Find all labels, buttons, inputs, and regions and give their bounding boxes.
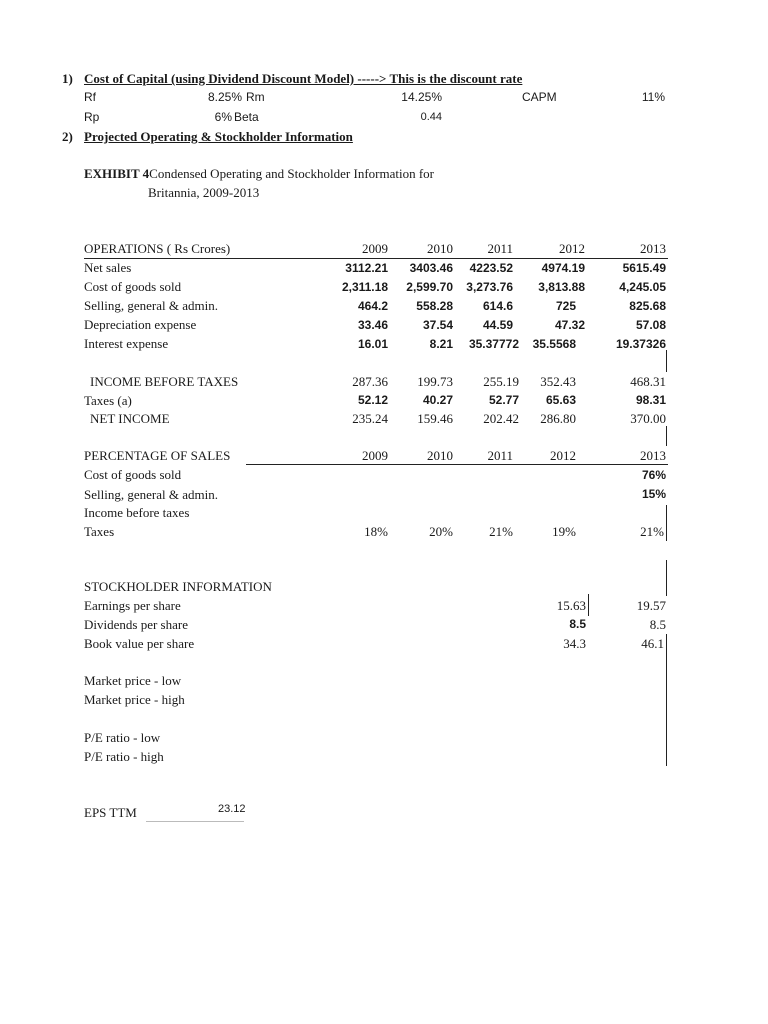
pct-taxes-2009: 18% <box>364 524 388 539</box>
row-label-pct-ibt: Income before taxes <box>84 505 190 520</box>
pct-cogs-2013: 76% <box>641 468 666 482</box>
cell-border <box>666 634 667 766</box>
operations-header-rule <box>84 258 668 259</box>
book-value-2012: 34.3 <box>563 636 586 651</box>
cogs-2010: 2,599.70 <box>406 280 453 294</box>
pct-taxes-2012: 19% <box>552 524 576 539</box>
percentage-header: PERCENTAGE OF SALES <box>84 448 231 463</box>
row-label-market-price-high: Market price - high <box>84 692 185 707</box>
interest-2009: 16.01 <box>357 337 388 351</box>
depreciation-2010: 37.54 <box>422 318 453 332</box>
beta-value: 0.44 <box>420 111 442 123</box>
ibt-2013: 468.31 <box>630 374 666 389</box>
exhibit-heading <box>84 166 434 182</box>
operations-header: OPERATIONS ( Rs Crores) <box>84 241 231 256</box>
cell-border <box>666 350 667 372</box>
eps-ttm-label: EPS TTM <box>84 805 137 820</box>
cogs-2011: 3,273.76 <box>466 280 513 294</box>
eps-ttm-value: 23.12 <box>218 803 246 815</box>
percentage-header-rule <box>246 464 668 465</box>
capm-label: CAPM <box>522 90 557 104</box>
row-label-pct-taxes: Taxes <box>84 524 115 539</box>
net-income-2013: 370.00 <box>630 411 666 426</box>
rp-label: Rp <box>84 110 100 124</box>
ibt-2010: 199.73 <box>417 374 453 389</box>
pct-taxes-2013: 21% <box>640 524 664 539</box>
rp-value: 6% <box>214 110 232 124</box>
row-label-pe-low: P/E ratio - low <box>84 730 161 745</box>
rf-value: 8.25% <box>207 90 242 104</box>
net-sales-2011: 4223.52 <box>469 261 513 275</box>
net-sales-2010: 3403.46 <box>409 261 453 275</box>
taxes-2012: 65.63 <box>545 393 576 407</box>
net-income-2012: 286.80 <box>540 411 576 426</box>
exhibit-subtitle: Britannia, 2009-2013 <box>148 185 260 200</box>
pct-year-2012: 2012 <box>550 448 576 463</box>
sga-2011: 614.6 <box>482 299 513 313</box>
rf-label: Rf <box>84 90 96 104</box>
depreciation-2012: 47.32 <box>554 318 585 332</box>
sga-2012: 725 <box>555 299 576 313</box>
exhibit-text: Condensed Operating and Stockholder Information for <box>149 166 435 181</box>
ops-year-2011: 2011 <box>487 241 513 256</box>
row-label-income-before-taxes: INCOME BEFORE TAXES <box>90 374 239 389</box>
cell-border <box>666 560 667 596</box>
section2-title: Projected Operating & Stockholder Information <box>84 129 353 144</box>
depreciation-2011: 44.59 <box>482 318 513 332</box>
pct-year-2013: 2013 <box>640 448 666 463</box>
row-label-pe-high: P/E ratio - high <box>84 749 164 764</box>
interest-2013: 19.37326 <box>615 337 666 351</box>
cell-border <box>588 594 589 616</box>
pct-taxes-2011: 21% <box>489 524 513 539</box>
sga-2010: 558.28 <box>416 299 453 313</box>
row-label-interest: Interest expense <box>84 336 169 351</box>
ops-year-2009: 2009 <box>362 241 388 256</box>
net-sales-2009: 3112.21 <box>345 261 388 275</box>
row-label-net-sales: Net sales <box>84 260 132 275</box>
pct-year-2011: 2011 <box>487 448 513 463</box>
taxes-2011: 52.77 <box>488 393 519 407</box>
cell-border <box>666 426 667 446</box>
row-label-book-value: Book value per share <box>84 636 195 651</box>
ibt-2009: 287.36 <box>352 374 388 389</box>
rm-label: Rm <box>246 90 265 104</box>
book-value-2013: 46.1 <box>641 636 664 651</box>
row-label-sga: Selling, general & admin. <box>84 298 218 313</box>
pct-year-2009: 2009 <box>362 448 388 463</box>
row-label-dividends: Dividends per share <box>84 617 188 632</box>
cogs-2013: 4,245.05 <box>619 280 666 294</box>
section1-title: Cost of Capital (using Dividend Discount Model) -----> This is the discount rate <box>84 71 523 86</box>
taxes-2010: 40.27 <box>422 393 453 407</box>
row-label-taxes-a: Taxes (a) <box>84 393 132 408</box>
net-sales-2013: 5615.49 <box>622 261 666 275</box>
taxes-2013: 98.31 <box>635 393 666 407</box>
beta-label: Beta <box>234 110 259 124</box>
interest-2011: 35.37772 <box>468 337 519 351</box>
ibt-2012: 352.43 <box>540 374 576 389</box>
row-label-eps: Earnings per share <box>84 598 181 613</box>
depreciation-2009: 33.46 <box>357 318 388 332</box>
sga-2013: 825.68 <box>629 299 666 313</box>
cogs-2012: 3,813.88 <box>538 280 585 294</box>
row-label-net-income: NET INCOME <box>90 411 170 426</box>
net-income-2011: 202.42 <box>483 411 519 426</box>
sga-2009: 464.2 <box>357 299 388 313</box>
stockholder-header: STOCKHOLDER INFORMATION <box>84 579 272 594</box>
net-income-2009: 235.24 <box>352 411 388 426</box>
row-label-pct-cogs: Cost of goods sold <box>84 467 182 482</box>
eps-2012: 15.63 <box>556 598 586 613</box>
ops-year-2013: 2013 <box>640 241 666 256</box>
row-label-cogs: Cost of goods sold <box>84 279 182 294</box>
pct-taxes-2010: 20% <box>429 524 453 539</box>
capm-value: 11% <box>641 90 665 104</box>
section1-number: 1) <box>62 71 73 86</box>
interest-2010: 8.21 <box>429 337 453 351</box>
depreciation-2013: 57.08 <box>635 318 666 332</box>
row-label-depreciation: Depreciation expense <box>84 317 197 332</box>
net-sales-2012: 4974.19 <box>541 261 585 275</box>
dividends-2013: 8.5 <box>649 617 666 632</box>
row-label-pct-sga: Selling, general & admin. <box>84 487 218 502</box>
row-label-market-price-low: Market price - low <box>84 673 182 688</box>
eps-ttm-cell-rule <box>146 821 244 822</box>
ops-year-2010: 2010 <box>427 241 453 256</box>
ibt-2011: 255.19 <box>483 374 519 389</box>
net-income-2010: 159.46 <box>417 411 453 426</box>
rm-value: 14.25% <box>401 90 442 104</box>
pct-sga-2013: 15% <box>641 487 666 501</box>
pct-year-2010: 2010 <box>427 448 453 463</box>
eps-2013: 19.57 <box>636 598 666 613</box>
cell-border <box>666 505 667 541</box>
section2-number: 2) <box>62 129 73 144</box>
taxes-2009: 52.12 <box>357 393 388 407</box>
exhibit-label: EXHIBIT 4 <box>84 166 150 181</box>
cogs-2009: 2,311.18 <box>341 280 388 294</box>
interest-2012: 35.5568 <box>532 337 576 351</box>
ops-year-2012: 2012 <box>559 241 585 256</box>
dividends-2012: 8.5 <box>569 617 586 631</box>
